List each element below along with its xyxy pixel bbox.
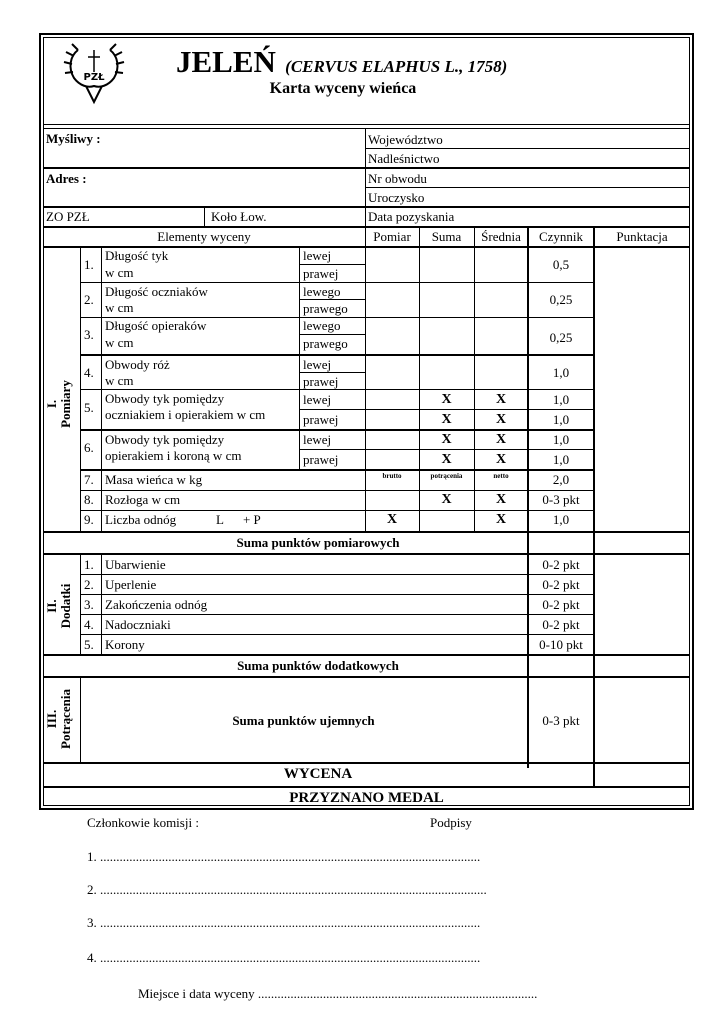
row4-label-unit: w cm: [105, 373, 134, 388]
row9-num: 9.: [84, 512, 94, 527]
dodatek3-label: Zakończenia odnóg: [105, 597, 208, 612]
col-czynnik: Czynnik: [538, 229, 584, 244]
row6-label: Obwody tyk pomiędzy: [105, 432, 225, 447]
row2-num: 2.: [84, 292, 94, 307]
miejsce-data-line[interactable]: Miejsce i data wyceny ......................................................................................: [138, 986, 538, 1001]
row4-side-left: lewej: [303, 357, 332, 372]
dodatek4-label: Nadoczniaki: [105, 617, 171, 632]
section-dodatki-label: II. Dodatki: [44, 583, 73, 629]
row2-side-right: prawego: [303, 301, 348, 316]
row5-side-right: prawej: [303, 412, 339, 427]
section-potracenia-label: III. Potrącenia: [44, 689, 73, 749]
row9-label: Liczba odnóg: [105, 512, 177, 527]
page-subtitle: Karta wyceny wieńca: [269, 80, 417, 97]
row3-factor: 0,25: [549, 330, 573, 345]
dodatek5-pts: 0-10 pkt: [539, 637, 583, 652]
row5-factor-1: 1,0: [552, 392, 570, 407]
sum-dodatkowych: Suma punktów dodatkowych: [237, 658, 399, 673]
row6-factor-2: 1,0: [552, 452, 570, 467]
dodatek4-num: 4.: [84, 617, 94, 632]
row5-srednia-x2: X: [495, 412, 507, 427]
row7-factor: 2,0: [552, 472, 570, 487]
signature-line-1[interactable]: 1. .....................................................................................................................: [87, 849, 481, 864]
row6-srednia-x1: X: [495, 432, 507, 447]
logo-text: PZŁ: [83, 72, 105, 83]
row7-potracenia: potrącenia: [430, 472, 463, 480]
col-punktacja: Punktacja: [616, 229, 668, 244]
signature-line-2[interactable]: 2. .......................................................................................................................: [87, 882, 487, 897]
row5-label: Obwody tyk pomiędzy: [105, 391, 225, 406]
row8-label: Rozłoga w cm: [105, 492, 181, 507]
wycena-label: WYCENA: [283, 766, 353, 782]
data-pozyskania-label: Data pozyskania: [368, 209, 455, 224]
row7-num: 7.: [84, 472, 94, 487]
row7-netto: netto: [493, 472, 509, 480]
row6-side-right: prawej: [303, 452, 339, 467]
row3-num: 3.: [84, 327, 94, 342]
dodatek5-label: Korony: [105, 637, 145, 652]
dodatek3-num: 3.: [84, 597, 94, 612]
dodatek4-pts: 0-2 pkt: [542, 617, 580, 632]
section-pomiary-label: I. Pomiary: [44, 380, 73, 428]
row8-num: 8.: [84, 492, 94, 507]
dodatek2-label: Uperlenie: [105, 577, 157, 592]
col-srednia: Średnia: [481, 229, 521, 244]
row5-label-cont: oczniakiem i opierakiem w cm: [105, 407, 266, 422]
row2-side-left: lewego: [303, 284, 341, 299]
row2-factor: 0,25: [549, 292, 573, 307]
row1-side-right: prawej: [303, 266, 339, 281]
nr-obwodu-label: Nr obwodu: [368, 171, 427, 186]
sum-ujemnych: Suma punktów ujemnych: [232, 713, 375, 728]
row5-side-left: lewej: [303, 392, 332, 407]
nadlesnictwo-label: Nadleśnictwo: [368, 151, 440, 166]
dodatek2-pts: 0-2 pkt: [542, 577, 580, 592]
row4-label: Obwody róż: [105, 357, 170, 372]
row5-suma-x2: X: [441, 412, 452, 427]
row6-srednia-x2: X: [495, 452, 507, 467]
podpisy-label: Podpisy: [430, 815, 472, 830]
row3-side-right: prawego: [303, 336, 348, 351]
row1-label: Długość tyk: [105, 248, 169, 263]
ujemne-pts: 0-3 pkt: [542, 713, 580, 728]
row1-num: 1.: [84, 257, 94, 272]
row8-factor: 0-3 pkt: [542, 492, 580, 507]
kolo-label: Koło Łow.: [211, 209, 267, 224]
page-title: JELEŃ (CERVUS ELAPHUS L., 1758): [176, 44, 508, 79]
adres-label: Adres :: [46, 171, 87, 186]
row8-srednia-x: X: [495, 492, 507, 507]
row5-factor-2: 1,0: [552, 412, 570, 427]
dodatek1-label: Ubarwienie: [105, 557, 166, 572]
dodatek1-pts: 0-2 pkt: [542, 557, 580, 572]
row7-label: Masa wieńca w kg: [105, 472, 203, 487]
row6-suma-x1: X: [441, 432, 452, 447]
row5-suma-x1: X: [441, 392, 452, 407]
row5-srednia-x1: X: [495, 392, 507, 407]
row6-side-left: lewej: [303, 432, 332, 447]
row9-lp: L + P: [216, 512, 261, 527]
row7-brutto: brutto: [382, 472, 402, 480]
row6-suma-x2: X: [441, 452, 452, 467]
row9-factor: 1,0: [552, 512, 570, 527]
wojewodztwo-label: Województwo: [368, 132, 443, 147]
medal-label: PRZYZNANO MEDAL: [289, 790, 444, 806]
mysliwy-label: Myśliwy :: [46, 131, 101, 146]
signature-line-4[interactable]: 4. .....................................................................................................................: [87, 950, 481, 965]
row2-label: Długość oczniaków: [105, 284, 208, 299]
signature-line-3[interactable]: 3. .....................................................................................................................: [87, 915, 481, 930]
col-pomiar: Pomiar: [373, 229, 411, 244]
row1-label-unit: w cm: [105, 265, 134, 280]
row1-side-left: lewej: [303, 248, 332, 263]
row9-pomiar-x: X: [386, 512, 398, 527]
col-suma: Suma: [431, 229, 462, 244]
row5-num: 5.: [84, 400, 94, 415]
dodatek2-num: 2.: [84, 577, 94, 592]
row4-side-right: prawej: [303, 374, 339, 389]
pzl-logo: [62, 42, 126, 108]
col-elementy: Elementy wyceny: [157, 229, 251, 244]
row4-factor: 1,0: [552, 365, 570, 380]
dodatek3-pts: 0-2 pkt: [542, 597, 580, 612]
row6-label-cont: opierakiem i koroną w cm: [105, 448, 242, 463]
row3-label-unit: w cm: [105, 335, 134, 350]
row3-label: Długość opieraków: [105, 318, 207, 333]
dodatek5-num: 5.: [84, 637, 94, 652]
row8-suma-x: X: [441, 492, 452, 507]
row4-num: 4.: [84, 365, 94, 380]
row2-label-unit: w cm: [105, 300, 134, 315]
row3-side-left: lewego: [303, 318, 341, 333]
row6-factor-1: 1,0: [552, 432, 570, 447]
row6-num: 6.: [84, 440, 94, 455]
row9-srednia-x: X: [495, 512, 507, 527]
zo-pzl-label: ZO PZŁ: [46, 209, 90, 224]
row1-factor: 0,5: [552, 257, 570, 272]
dodatek1-num: 1.: [84, 557, 94, 572]
sum-pomiarowych: Suma punktów pomiarowych: [236, 535, 400, 550]
uroczysko-label: Uroczysko: [368, 190, 425, 205]
czlonkowie-label: Członkowie komisji :: [87, 815, 199, 830]
